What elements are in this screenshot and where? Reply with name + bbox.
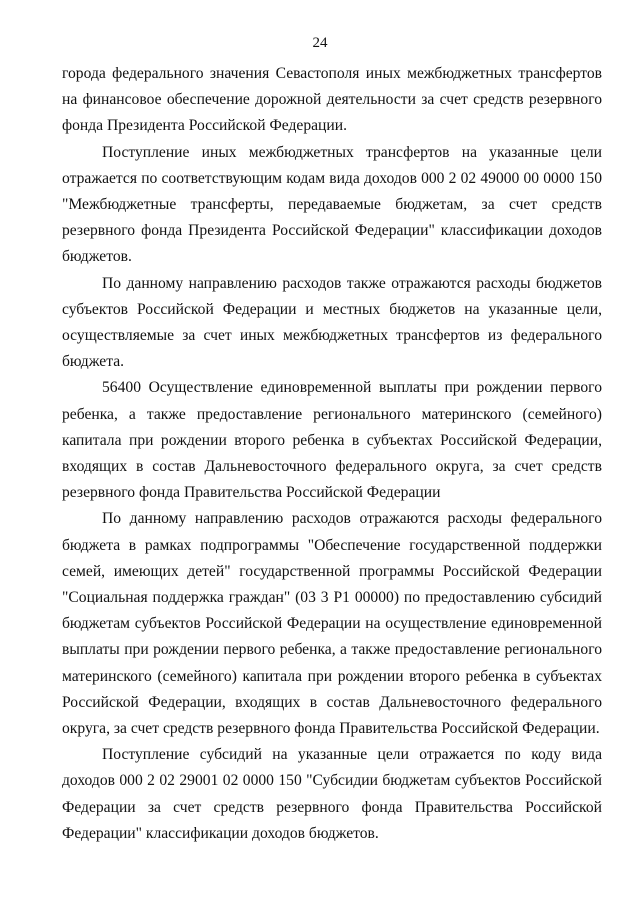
paragraph-federal-budget-expenses: По данному направлению расходов отражаются расходы федерального бюджета в рамках подпрограммы "Обеспечение государственной поддержки семей, имеющих детей" государственной программы Российской Федерации "Социальная поддержка граждан" (03 3 Р1 00000) по предоставлению субсидий бюджетам субъектов Российской Федерации на осуществление единовременной выплаты при рождении первого ребенка, а также предоставление регионального материнского (семейного) капитала при рождении второго ребенка в субъектах Российской Федерации, входящих в состав Дальневосточного федерального округа, за счет средств резервного фонда Правительства Российской Федерации. — [62, 510, 602, 738]
paragraph-regional-local-expenses: По данному направлению расходов также отражаются расходы бюджетов субъектов Российской Федерации и местных бюджетов на указанные цели, осуществляемые за счет иных межбюджетных трансфертов из федерального бюджета. — [62, 274, 602, 371]
paragraph-subsidy-receipt: Поступление субсидий на указанные цели отражается по коду вида доходов 000 2 02 29001 02 0000 150 "Субсидии бюджетам субъектов Российской Федерации за счет средств резервного фонда Правительства Российской Федерации" классификации доходов бюджетов. — [62, 746, 602, 842]
paragraph-continuation: города федерального значения Севастополя иных межбюджетных трансфертов на финансовое обеспечение дорожной деятельности за счет средств резервного фонда Президента Российской Федерации. — [62, 65, 602, 135]
paragraph-section-56400-heading: 56400 Осуществление единовременной выплаты при рождении первого ребенка, а также предоставление регионального материнского (семейного) капитала при рождении второго ребенка в субъектах Российской Федерации, входящих в состав Дальневосточного федерального округа, за счет средств резервного фонда Правительства Российской Федерации — [62, 379, 602, 502]
document-body — [62, 61, 602, 847]
page-number: 24 — [312, 35, 328, 51]
paragraph-income-receipt-president-fund: Поступление иных межбюджетных трансфертов на указанные цели отражается по соответствующим кодам вида доходов 000 2 02 49000 00 0000 150 "Межбюджетные трансферты, передаваемые бюджетам, за счет средств резервного фонда Президента Российской Федерации" классификации доходов бюджетов. — [62, 143, 602, 266]
